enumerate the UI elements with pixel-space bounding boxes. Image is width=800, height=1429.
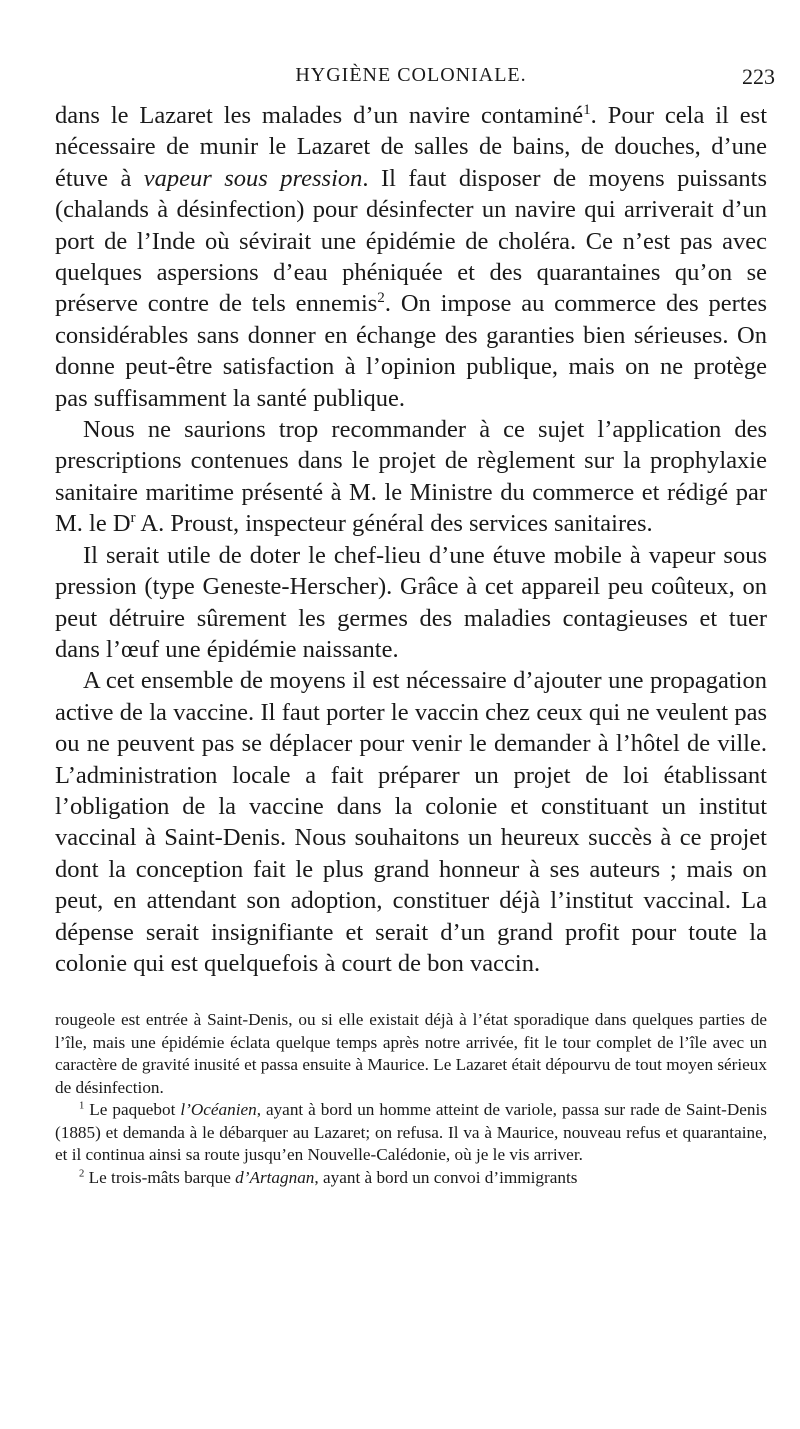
footnote-ref-2: 2 (377, 289, 385, 307)
paragraph-2-text-b: A. Proust, inspecteur général des services sanitaires. (135, 510, 653, 538)
footnote-ref-1: 1 (583, 100, 591, 118)
page-number: 223 (742, 64, 775, 89)
paragraph-1-text-b: . Pour cela il est nécessaire de munir le Lazaret de salles de bains, de douches, d’une étuve à (55, 102, 767, 192)
footnote-1-text-b: , ayant à bord un homme atteint de variole, passa sur rade de Saint-Denis (1885) et demanda à le débarquer au Lazaret; on refusa. Il va à Maurice, nouveau refus et quarantaine, et il continua ainsi sa route jusqu’en Nouvelle-Calédonie, où je le vis arriver. (55, 1100, 767, 1165)
paragraph-1-italic: vapeur sous pression (143, 164, 363, 192)
paragraph-1 (55, 100, 767, 414)
footnote-1-italic: l’Océanien (180, 1100, 257, 1120)
footnote-2-text-a: Le trois-mâts barque (84, 1167, 236, 1187)
footnote-1-text-a: Le paquebot (84, 1100, 181, 1120)
footnote-2-marker: 2 (79, 1168, 85, 1180)
footnote-1-marker: 1 (79, 1100, 85, 1112)
footnote-2-text-b: , ayant à bord un convoi d’immigrants (314, 1167, 578, 1187)
paragraph-2 (55, 414, 767, 540)
paragraph-1-text-c: . Il faut disposer de moyens puissants (chalands à désinfection) pour désinfecter un navire qui arriverait d’un port de l’Inde où sévirait une épidémie de choléra. Ce n’est pas avec quelques aspersions d’eau phéniquée et des quarantaines qu’on se préserve contre de tels ennemis (55, 164, 767, 318)
paragraph-1-text-a: dans le Lazaret les malades d’un navire contaminé (55, 102, 584, 129)
running-header (55, 62, 775, 92)
footnotes (55, 1009, 767, 1189)
paragraph-3: Il serait utile de doter le chef-lieu d’une étuve mobile à vapeur sous pression (type Geneste-Herscher). Grâce à cet appareil peu coûteux, on peut détruire sûrement les germes des maladies contagieuses et tuer dans l’œuf une épidémie naissante. (55, 541, 767, 663)
paragraph-4: A cet ensemble de moyens il est nécessaire d’ajouter une propagation active de la vaccine. Il faut porter le vaccin chez ceux qui ne veulent pas ou ne peuvent pas se déplacer pour venir le demander à l’hôtel de ville. L’administration locale a fait préparer un projet de loi établissant l’obligation de la vaccine dans la colonie et constituant un institut vaccinal à Saint-Denis. Nous souhaitons un heureux succès à ce projet dont la conception fait le plus grand honneur à ses auteurs ; mais on peut, en attendant son adoption, constituer déjà l’institut vaccinal. La dépense serait insignifiante et serait d’un grand profit pour toute la colonie qui est quelquefois à court de bon vaccin. (55, 667, 767, 977)
footnote-2-italic: d’Artagnan (235, 1167, 315, 1187)
footnote-1 (55, 1099, 767, 1167)
paragraph-1-text-d: . On impose au commerce des pertes considérables sans donner en échange des garanties bien sérieuses. On donne peut-être satisfaction à l’opinion publique, mais on ne protège pas suffisamment la santé publique. (55, 290, 767, 412)
main-text (55, 100, 767, 979)
paragraph-2-text-a: Nous ne saurions trop recommander à ce sujet l’application des prescriptions contenues dans le projet de règlement sur la prophylaxie sanitaire maritime présenté à M. le Ministre du commerce et rédigé par M. le D (55, 416, 767, 538)
doctor-abbrev-sup: r (130, 509, 136, 527)
footnote-2 (55, 1167, 767, 1190)
running-title: HYGIÈNE COLONIALE. (295, 64, 527, 86)
book-page (55, 62, 775, 1402)
footnote-continuation: rougeole est entrée à Saint-Denis, ou si elle existait déjà à l’état sporadique dans quelques parties de l’île, mais une épidémie éclata quelque temps après notre arrivée, fit le tour complet de l’île avec un caractère de gravité inusité et passa ensuite à Maurice. Le Lazaret était dépourvu de tout moyen sérieux de désinfection. (55, 1010, 767, 1097)
